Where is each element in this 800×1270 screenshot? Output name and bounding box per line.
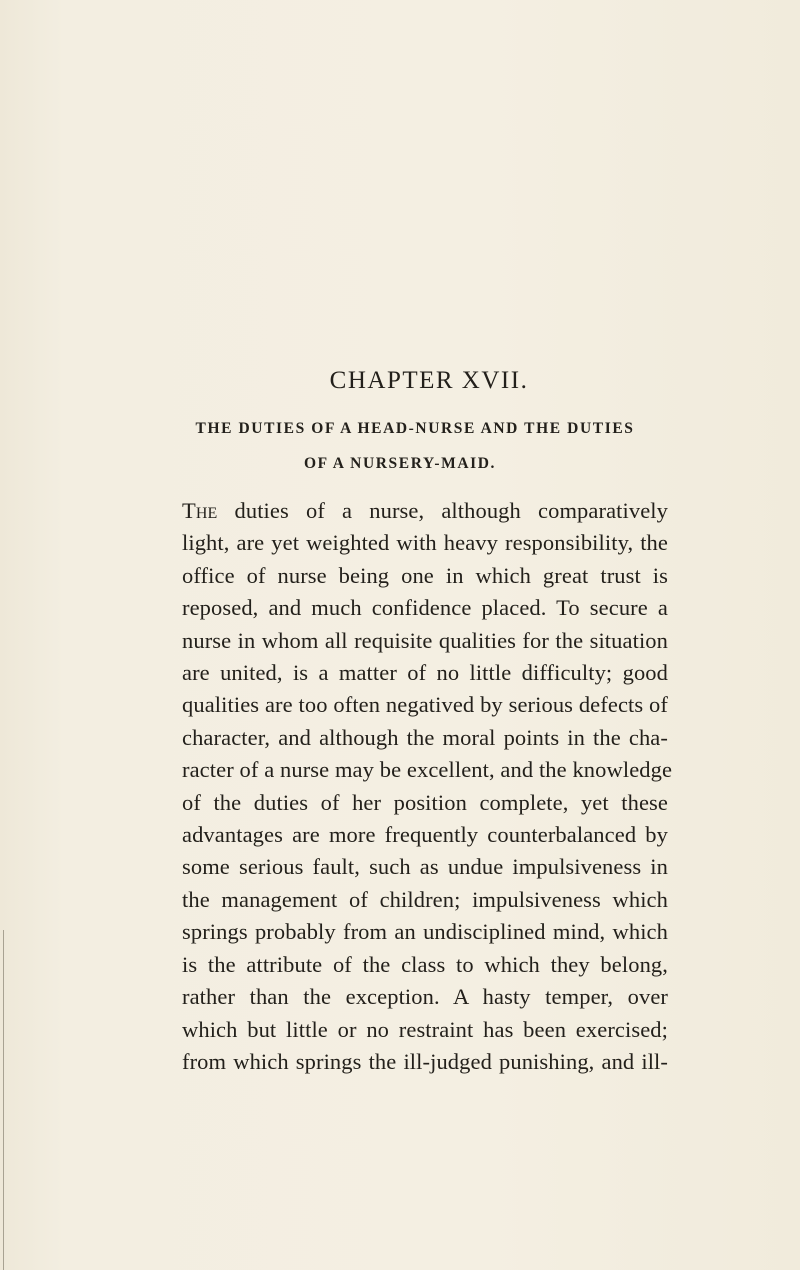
text-line-11: advantages are more frequently counterbalanced by [182, 822, 668, 848]
text-line-13: the management of children; impulsiveness which [182, 886, 668, 912]
chapter-subtitle-line-1: THE DUTIES OF A HEAD-NURSE AND THE DUTIES [195, 420, 635, 437]
text-line-17: which but little or no restraint has been exercised; [182, 1016, 668, 1042]
text-line-1: The duties of a nurse, although comparatively [182, 498, 668, 523]
text-line-15: is the attribute of the class to which they belong, [182, 951, 668, 977]
text-line-10: of the duties of her position complete, yet these [182, 789, 668, 815]
page-edge-line [3, 930, 4, 1270]
text-line-12: some serious fault, such as undue impulsiveness in [182, 854, 668, 880]
text-line-2: light, are yet weighted with heavy responsibility, the [182, 530, 668, 556]
first-word: The [182, 498, 218, 523]
text-line-5: nurse in whom all requisite qualities for the situation [182, 627, 668, 653]
text-line-9: racter of a nurse may be excellent, and the knowledge [182, 757, 673, 783]
text-line-8: character, and although the moral points in the cha- [182, 724, 668, 750]
text-line-3: office of nurse being one in which great trust is [182, 562, 668, 588]
chapter-subtitle-line-2: OF A NURSERY-MAID. [303, 455, 497, 472]
text-line-4: reposed, and much confidence placed. To secure a [182, 595, 668, 621]
text-line-7: qualities are too often negatived by serious defects of [182, 692, 668, 718]
chapter-title: CHAPTER XVII. [329, 367, 529, 394]
body-paragraph [182, 495, 673, 1078]
text-line-6: are united, is a matter of no little difficulty; good [182, 660, 668, 686]
text-line-16: rather than the exception. A hasty temper, over [182, 984, 668, 1010]
text-line-18: from which springs the ill-judged punishing, and ill- [182, 1048, 668, 1074]
text-line-14: springs probably from an undisciplined mind, which [182, 919, 668, 945]
